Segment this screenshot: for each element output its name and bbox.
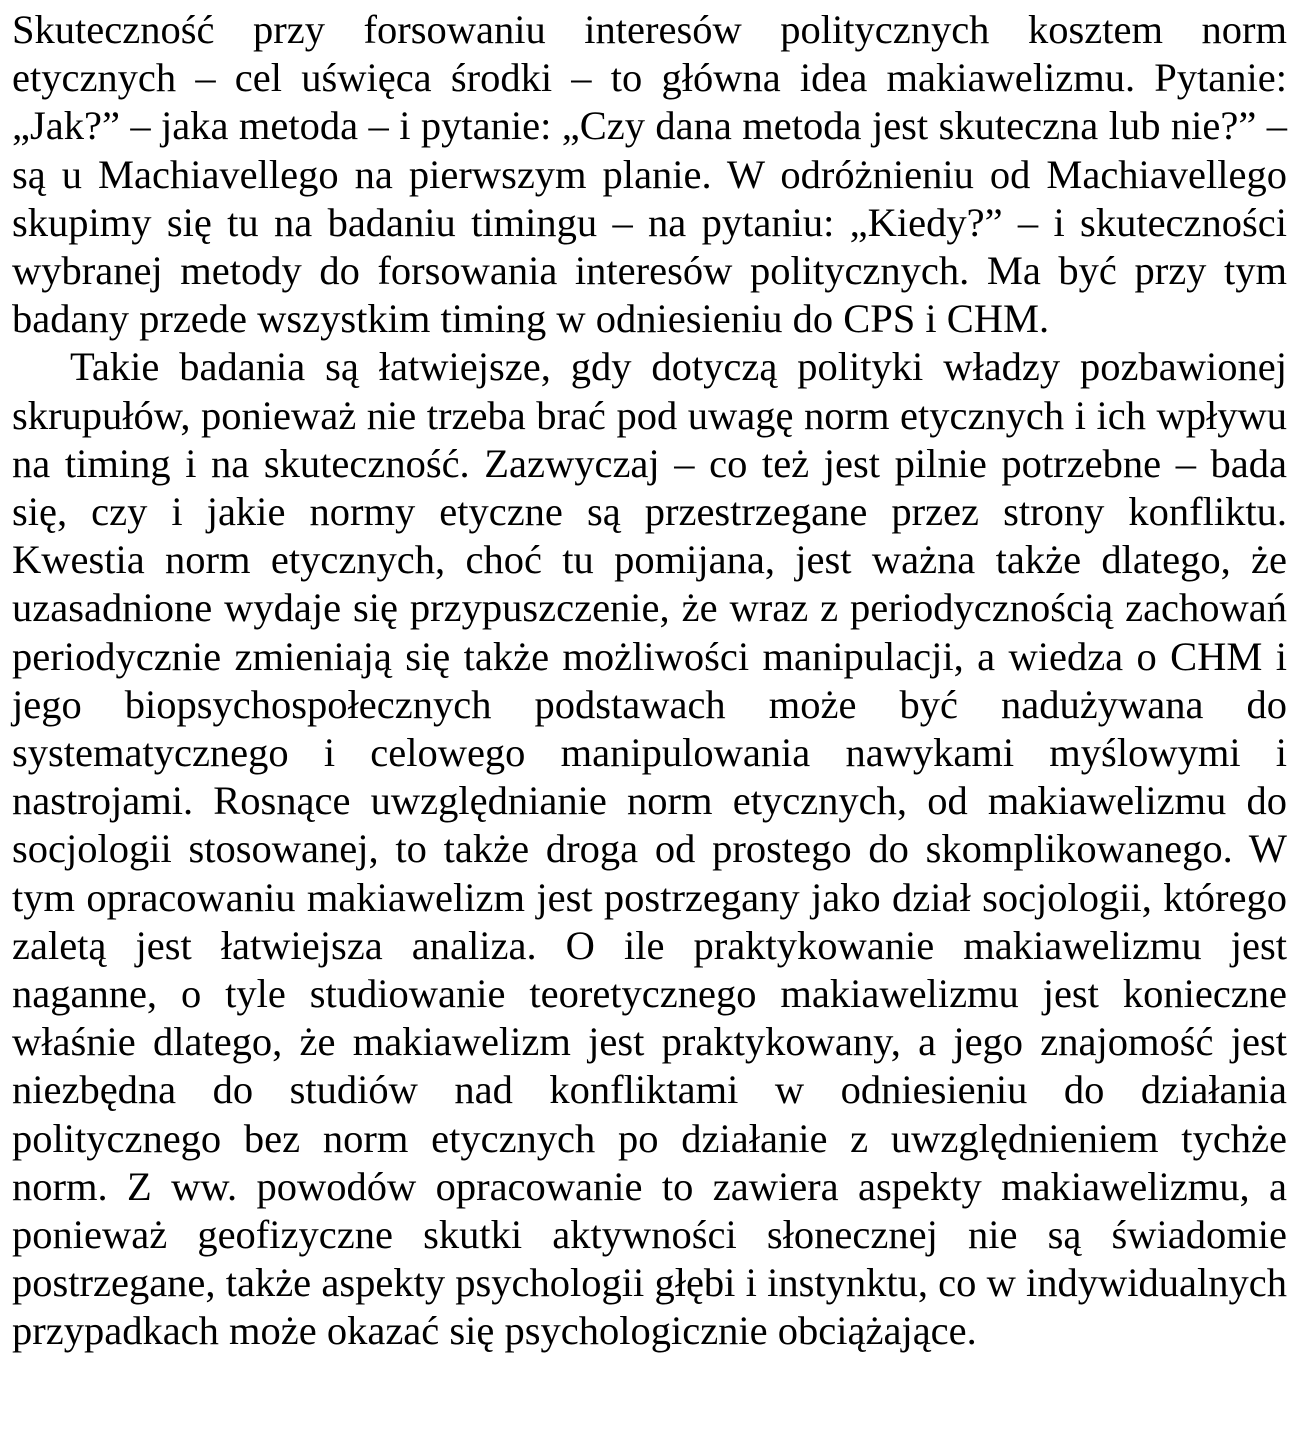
paragraph-2: Takie badania są łatwiejsze, gdy dotyczą polityki władzy pozbawionej skrupułów, ponieważ nie trzeba brać pod uwagę norm etycznych i ich wpływu na timing i na skuteczność. Zazwyczaj – co też jest pilnie potrzebne – bada się, czy i jakie normy etyczne są przestrzegane przez strony konfliktu. Kwestia norm etycznych, choć tu pomijana, jest ważna także dlatego, że uzasadnione wydaje się przypuszczenie, że wraz z periodycznością zachowań periodycznie zmieniają się także możliwości manipulacji, a wiedza o CHM i jego biopsychospołecznych podstawach może być nadużywana do systematycznego i celowego manipulowania nawykami myślowymi i nastrojami. Rosnące uwzględnianie norm etycznych, od makiawelizmu do socjologii stosowanej, to także droga od prostego do skomplikowanego. W tym opracowaniu makiawelizm jest postrzegany jako dział socjologii, którego zaletą jest łatwiejsza analiza. O ile praktykowanie makiawelizmu jest naganne, o tyle studiowanie teoretycznego makiawelizmu jest konieczne właśnie dlatego, że makiawelizm jest praktykowany, a jego znajomość jest niezbędna do studiów nad konfliktami w odniesieniu do działania politycznego bez norm etycznych po działanie z uwzględnieniem tychże norm. Z ww. powodów opracowanie to zawiera aspekty makiawelizmu, a ponieważ geofizyczne skutki aktywności słonecznej nie są świadomie postrzegane, także aspekty psychologii głębi i instynktu, co w indywidualnych przypadkach może okazać się psychologicznie obciążające. (12, 344, 1287, 1354)
paragraph-1: Skuteczność przy forsowaniu interesów politycznych kosztem norm etycznych – cel uświęca środki – to główna idea makiawelizmu. Pytanie: „Jak?” – jaka metoda – i pytanie: „Czy dana metoda jest skuteczna lub nie?” – są u Machiavellego na pierwszym planie. W odróżnieniu od Machiavellego skupimy się tu na badaniu timingu – na pytaniu: „Kiedy?” – i skuteczności wybranej metody do forsowania interesów politycznych. Ma być przy tym badany przede wszystkim timing w odniesieniu do CPS i CHM. (12, 7, 1287, 342)
